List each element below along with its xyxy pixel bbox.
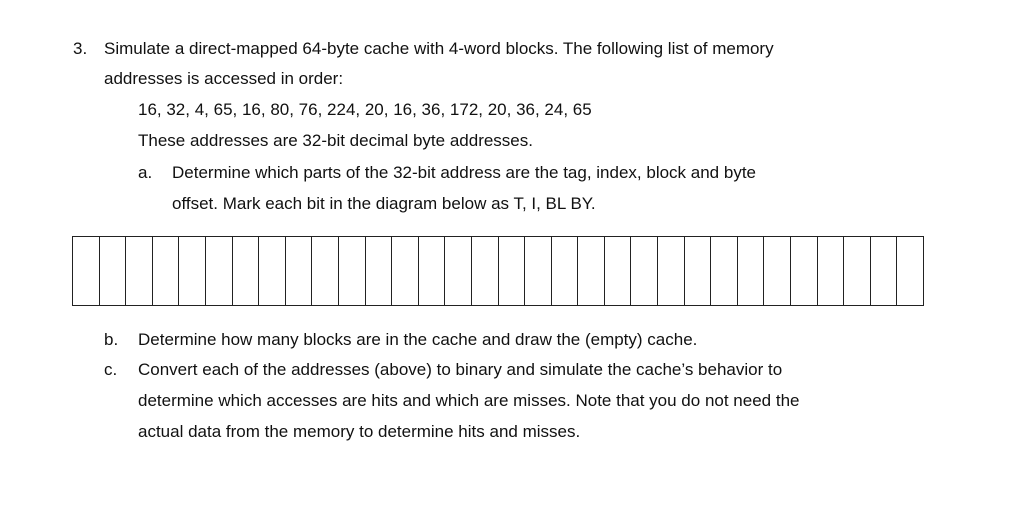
bit-cell bbox=[366, 237, 393, 305]
part-a-line1: Determine which parts of the 32-bit address are the tag, index, block and byte bbox=[172, 163, 756, 182]
bit-cell bbox=[844, 237, 871, 305]
bit-cell bbox=[179, 237, 206, 305]
bit-cell bbox=[897, 237, 923, 305]
bit-cell bbox=[525, 237, 552, 305]
bit-cell bbox=[259, 237, 286, 305]
question-prompt-line2: addresses is accessed in order: bbox=[104, 69, 344, 88]
part-a-line2: offset. Mark each bit in the diagram below as T, I, BL BY. bbox=[172, 194, 596, 213]
part-c-line3: actual data from the memory to determine hits and misses. bbox=[138, 422, 581, 441]
part-c-line1: Convert each of the addresses (above) to binary and simulate the cache’s behavior to bbox=[138, 360, 783, 379]
bit-cell bbox=[392, 237, 419, 305]
bit-cell bbox=[153, 237, 180, 305]
part-c-line2: determine which accesses are hits and which are misses. Note that you do not need the bbox=[138, 391, 800, 410]
bit-cell bbox=[419, 237, 446, 305]
bit-cell bbox=[764, 237, 791, 305]
bit-cell bbox=[472, 237, 499, 305]
bit-cell bbox=[233, 237, 260, 305]
address-bit-diagram bbox=[72, 236, 924, 306]
bit-cell bbox=[738, 237, 765, 305]
part-c-label: c. bbox=[104, 360, 118, 379]
bit-cell bbox=[791, 237, 818, 305]
bit-cell bbox=[818, 237, 845, 305]
bit-cell bbox=[100, 237, 127, 305]
bit-cell bbox=[658, 237, 685, 305]
question-prompt-line1: Simulate a direct-mapped 64-byte cache with 4-word blocks. The following list of memory bbox=[104, 39, 774, 58]
bit-cell bbox=[286, 237, 313, 305]
part-b-line1: Determine how many blocks are in the cache and draw the (empty) cache. bbox=[138, 330, 698, 349]
bit-cell bbox=[445, 237, 472, 305]
bit-cell bbox=[552, 237, 579, 305]
bit-cell bbox=[499, 237, 526, 305]
bit-cell bbox=[871, 237, 898, 305]
bit-cell bbox=[685, 237, 712, 305]
bit-cell bbox=[126, 237, 153, 305]
part-b-label: b. bbox=[104, 330, 119, 349]
part-a-label: a. bbox=[138, 163, 153, 182]
address-list: 16, 32, 4, 65, 16, 80, 76, 224, 20, 16, 36, 172, 20, 36, 24, 65 bbox=[138, 100, 592, 119]
bit-cell bbox=[578, 237, 605, 305]
address-note: These addresses are 32-bit decimal byte addresses. bbox=[138, 131, 533, 150]
bit-cell bbox=[312, 237, 339, 305]
bit-cell bbox=[73, 237, 100, 305]
bit-cell bbox=[711, 237, 738, 305]
bit-cell bbox=[605, 237, 632, 305]
bit-cell bbox=[631, 237, 658, 305]
question-number: 3. bbox=[73, 39, 88, 58]
bit-cell bbox=[206, 237, 233, 305]
bit-cell bbox=[339, 237, 366, 305]
